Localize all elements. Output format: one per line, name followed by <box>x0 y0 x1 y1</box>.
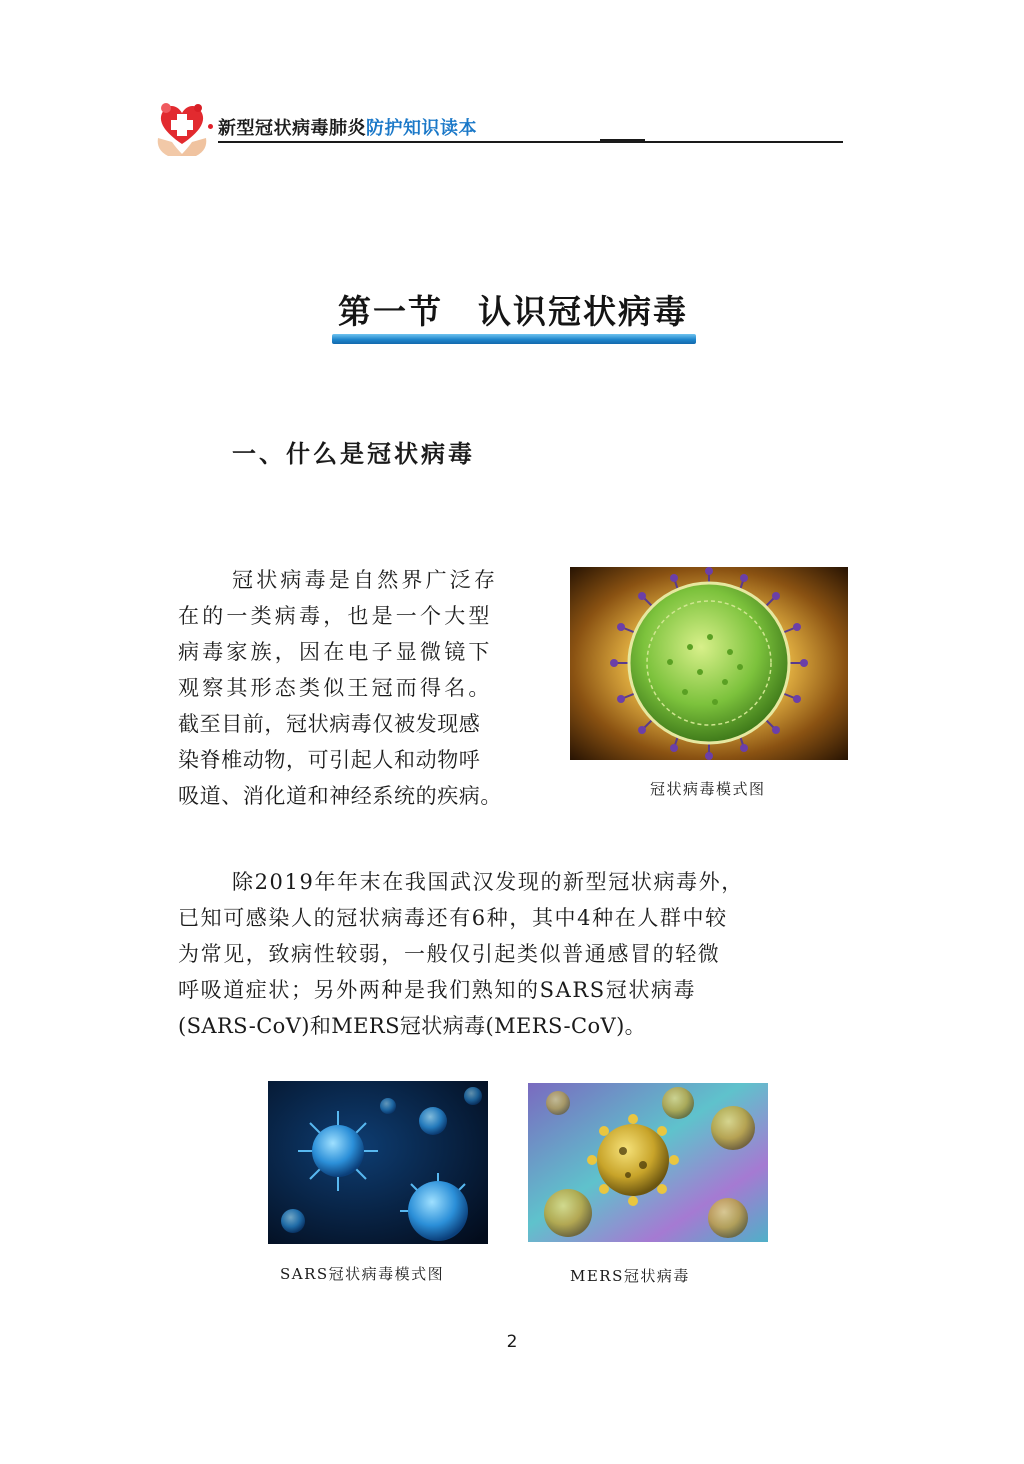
header-title-main: 新型冠状病毒肺炎 <box>218 118 366 139</box>
paragraph-intro <box>178 562 560 814</box>
page-number: 2 <box>506 1332 518 1352</box>
header-rule <box>218 141 843 143</box>
paragraph-line: 观察其形态类似王冠而得名。 <box>178 676 493 700</box>
paragraph-line: 冠状病毒是自然界广泛存 <box>232 568 499 592</box>
paragraph-line: 病毒家族，因在电子显微镜下 <box>178 640 493 664</box>
sars-caption: SARS冠状病毒模式图 <box>280 1265 445 1283</box>
coronavirus-model-image <box>570 567 848 760</box>
mers-caption: MERS冠状病毒 <box>570 1267 690 1285</box>
section-title: 第一节 认识冠状病毒 <box>338 292 688 331</box>
coronavirus-caption: 冠状病毒模式图 <box>650 780 766 798</box>
paragraph-line: 呼吸道症状；另外两种是我们熟知的SARS冠状病毒 <box>178 978 697 1002</box>
header-dot <box>208 124 213 129</box>
paragraph-line: 在的一类病毒，也是一个大型 <box>178 604 493 628</box>
paragraph-line: (SARS-CoV)和MERS冠状病毒(MERS-CoV)。 <box>178 1014 647 1038</box>
sars-model-image <box>268 1081 488 1244</box>
header-title <box>218 114 477 140</box>
paragraph-line: 截至目前，冠状病毒仅被发现感 <box>178 712 481 736</box>
paragraph-line: 为常见，致病性较弱，一般仅引起类似普通感冒的轻微 <box>178 942 721 966</box>
header-title-accent: 防护知识读本 <box>366 118 477 139</box>
subsection-heading: 一、什么是冠状病毒 <box>232 440 475 468</box>
mers-model-image <box>528 1083 768 1242</box>
paragraph-line: 除2019年年末在我国武汉发现的新型冠状病毒外， <box>232 870 744 894</box>
header-rule-accent <box>600 139 645 143</box>
paragraph-line: 染脊椎动物，可引起人和动物呼 <box>178 748 481 772</box>
paragraph-line: 吸道、消化道和神经系统的疾病。 <box>178 784 502 808</box>
heart-in-hands-icon <box>154 98 210 158</box>
paragraph-line: 已知可感染人的冠状病毒还有6种，其中4种在人群中较 <box>178 906 728 930</box>
paragraph-known-coronaviruses <box>178 864 868 1044</box>
section-title-underline <box>332 334 696 344</box>
